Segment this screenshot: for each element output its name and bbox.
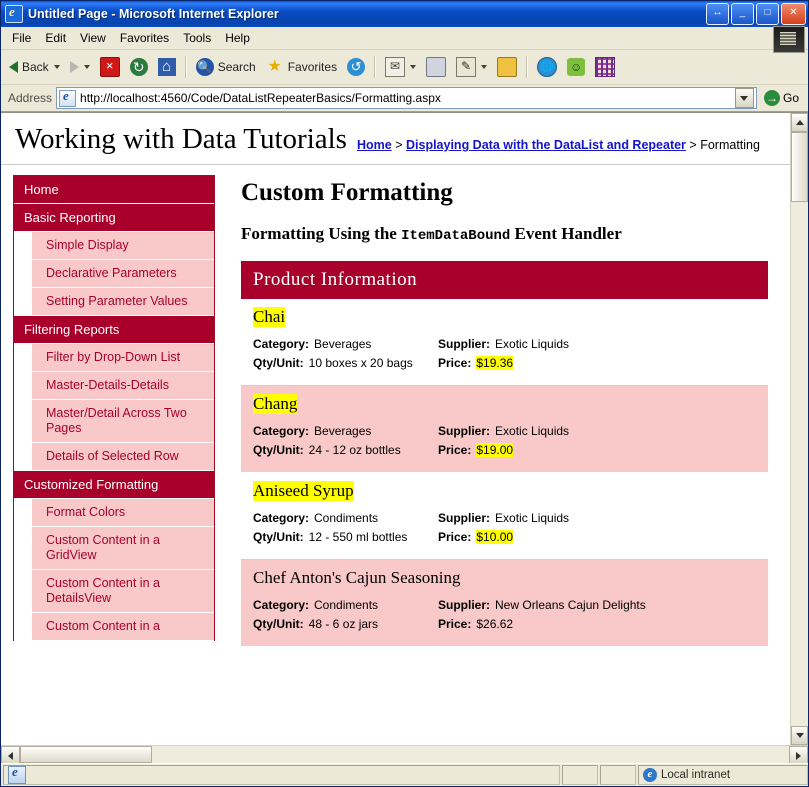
sidebar-item-custom-content-in-a-detailsview[interactable]: Custom Content in a DetailsView bbox=[32, 570, 214, 613]
address-input[interactable] bbox=[56, 87, 757, 109]
product-name: Aniseed Syrup bbox=[253, 481, 354, 500]
title-bar bbox=[1, 1, 808, 27]
page-icon bbox=[59, 90, 76, 107]
product-supplier bbox=[438, 598, 646, 612]
chevron-down-icon bbox=[54, 65, 60, 69]
hscroll-thumb[interactable] bbox=[20, 746, 152, 763]
supplier-label: Supplier: bbox=[438, 337, 491, 351]
supplier-value: Exotic Liquids bbox=[495, 337, 570, 351]
address-dropdown-button[interactable] bbox=[735, 88, 754, 108]
printer-icon bbox=[426, 57, 446, 77]
datalist-item bbox=[241, 386, 768, 473]
product-price bbox=[438, 530, 513, 544]
price-label: Price: bbox=[438, 356, 472, 370]
site-title: Working with Data Tutorials bbox=[15, 123, 347, 155]
breadcrumb-link-section[interactable]: Displaying Data with the DataList and Repeater bbox=[406, 138, 686, 152]
product-category bbox=[253, 598, 438, 612]
status-message bbox=[3, 765, 560, 785]
chevron-down-icon bbox=[410, 65, 416, 69]
horizontal-scrollbar[interactable] bbox=[1, 745, 808, 763]
sidebar-item-master-details-details[interactable]: Master-Details-Details bbox=[32, 372, 214, 400]
status-bar bbox=[1, 763, 808, 786]
breadcrumb bbox=[357, 123, 780, 154]
search-label: Search bbox=[217, 60, 256, 74]
stop-button[interactable] bbox=[96, 55, 124, 79]
toolbar-separator bbox=[185, 56, 187, 78]
sidebar-item-basic-reporting[interactable]: Basic Reporting bbox=[14, 204, 214, 232]
supplier-value: Exotic Liquids bbox=[495, 511, 570, 525]
qty-unit-label: Qty/Unit: bbox=[253, 443, 304, 457]
category-value: Beverages bbox=[314, 337, 372, 351]
category-label: Category: bbox=[253, 598, 310, 612]
section-heading-part2: Event Handler bbox=[510, 224, 622, 243]
supplier-value: Exotic Liquids bbox=[495, 424, 570, 438]
supplier-label: Supplier: bbox=[438, 511, 491, 525]
chevron-down-icon bbox=[84, 65, 90, 69]
status-slot-2 bbox=[600, 765, 636, 785]
menu-item-file[interactable]: File bbox=[12, 31, 32, 45]
category-label: Category: bbox=[253, 511, 310, 525]
main-content bbox=[215, 165, 790, 647]
minimize-button[interactable]: _ bbox=[731, 3, 754, 25]
product-qty-unit bbox=[253, 617, 438, 631]
menu-item-favorites[interactable]: Favorites bbox=[119, 31, 170, 45]
go-button[interactable] bbox=[761, 89, 805, 107]
product-supplier bbox=[438, 424, 569, 438]
product-name: Chai bbox=[253, 307, 286, 326]
go-label: Go bbox=[782, 91, 799, 105]
sidebar-item-simple-display[interactable]: Simple Display bbox=[32, 232, 214, 260]
globe-icon bbox=[537, 57, 557, 77]
back-label: Back bbox=[22, 60, 49, 74]
qty-unit-value: 12 - 550 ml bottles bbox=[308, 530, 408, 544]
print-button[interactable] bbox=[422, 55, 450, 79]
favorites-button[interactable] bbox=[262, 56, 341, 78]
research-button[interactable] bbox=[591, 55, 619, 79]
product-category bbox=[253, 337, 438, 351]
mail-icon bbox=[385, 57, 405, 77]
sidebar-item-customized-formatting[interactable]: Customized Formatting bbox=[14, 471, 214, 499]
refresh-button[interactable] bbox=[126, 56, 152, 78]
qty-unit-value: 10 boxes x 20 bags bbox=[308, 356, 413, 370]
edit-icon bbox=[456, 57, 476, 77]
category-value: Beverages bbox=[314, 424, 372, 438]
page-title: Custom Formatting bbox=[241, 179, 453, 206]
qty-unit-label: Qty/Unit: bbox=[253, 617, 304, 631]
datalist-item bbox=[241, 473, 768, 560]
favorites-label: Favorites bbox=[287, 60, 338, 74]
menu-item-help[interactable]: Help bbox=[225, 31, 250, 45]
zone-label: Local intranet bbox=[661, 769, 731, 781]
product-category bbox=[253, 511, 438, 525]
product-row-1 bbox=[253, 424, 756, 438]
product-row-1 bbox=[253, 337, 756, 351]
refresh-icon bbox=[130, 58, 148, 76]
product-qty-unit bbox=[253, 530, 438, 544]
breadcrumb-link-home[interactable]: Home bbox=[356, 138, 392, 152]
messenger-button[interactable] bbox=[563, 56, 589, 78]
arrow-right-icon bbox=[70, 61, 79, 73]
go-arrow-icon bbox=[764, 90, 780, 106]
product-price bbox=[438, 443, 513, 457]
product-supplier bbox=[438, 337, 569, 351]
caret-right-icon bbox=[796, 752, 801, 760]
address-url-text: http://localhost:4560/Code/DataListRepeaterBasics/Formatting.aspx bbox=[80, 91, 441, 105]
menu-item-view[interactable]: View bbox=[80, 31, 106, 45]
price-label: Price: bbox=[438, 530, 472, 544]
window-title: Untitled Page - Microsoft Internet Explorer bbox=[28, 7, 279, 21]
price-value: $10.00 bbox=[476, 530, 514, 544]
chevron-down-icon bbox=[740, 96, 748, 101]
sidebar-item-details-of-selected-row[interactable]: Details of Selected Row bbox=[32, 443, 214, 471]
page-columns bbox=[1, 165, 790, 647]
breadcrumb-separator: > bbox=[689, 138, 697, 152]
product-qty-unit bbox=[253, 356, 438, 370]
supplier-value: New Orleans Cajun Delights bbox=[495, 598, 646, 612]
scroll-down-button[interactable] bbox=[791, 726, 808, 745]
category-label: Category: bbox=[253, 337, 310, 351]
qty-unit-label: Qty/Unit: bbox=[253, 530, 304, 544]
hscroll-track[interactable] bbox=[152, 746, 789, 763]
status-slot-1 bbox=[562, 765, 598, 785]
product-name: Chef Anton's Cajun Seasoning bbox=[253, 568, 461, 587]
section-heading-part1: Formatting Using the bbox=[241, 224, 402, 243]
breadcrumb-separator: > bbox=[395, 138, 403, 152]
datalist-header: Product Information bbox=[241, 261, 768, 299]
product-row-2 bbox=[253, 530, 756, 544]
status-security-zone bbox=[638, 765, 808, 785]
breadcrumb-current: Formatting bbox=[700, 138, 760, 152]
sidebar-item-format-colors[interactable]: Format Colors bbox=[32, 499, 214, 527]
category-value: Condiments bbox=[314, 511, 379, 525]
folder-button[interactable] bbox=[493, 55, 521, 79]
grid-icon bbox=[595, 57, 615, 77]
forward-button[interactable] bbox=[66, 59, 94, 75]
mail-button[interactable] bbox=[381, 55, 420, 79]
maximize-button[interactable]: □ bbox=[756, 3, 779, 25]
product-datalist bbox=[241, 261, 768, 647]
restore-group-button[interactable]: ↔ bbox=[706, 3, 729, 25]
web-page-content bbox=[1, 113, 790, 745]
datalist-item bbox=[241, 560, 768, 647]
sidebar-item-custom-content-in-a[interactable]: Custom Content in a bbox=[32, 613, 214, 641]
product-supplier bbox=[438, 511, 569, 525]
sidebar-navigation bbox=[13, 175, 215, 641]
caret-down-icon bbox=[796, 733, 804, 738]
toolbar bbox=[1, 50, 808, 85]
search-icon bbox=[196, 58, 214, 76]
arrow-left-icon bbox=[9, 61, 18, 73]
menu-item-tools[interactable]: Tools bbox=[183, 31, 212, 45]
sidebar-item-filter-by-drop-down-list[interactable]: Filter by Drop-Down List bbox=[32, 344, 214, 372]
sidebar-item-filtering-reports[interactable]: Filtering Reports bbox=[14, 316, 214, 344]
qty-unit-value: 48 - 6 oz jars bbox=[308, 617, 379, 631]
sidebar-item-declarative-parameters[interactable]: Declarative Parameters bbox=[32, 260, 214, 288]
home-button[interactable] bbox=[154, 56, 180, 78]
caret-left-icon bbox=[8, 752, 13, 760]
intranet-zone-icon bbox=[643, 768, 657, 782]
edit-button[interactable] bbox=[452, 55, 491, 79]
site-header bbox=[1, 113, 790, 165]
price-label: Price: bbox=[438, 617, 472, 631]
product-row-2 bbox=[253, 443, 756, 457]
category-value: Condiments bbox=[314, 598, 379, 612]
page-area bbox=[1, 112, 808, 745]
sidebar-item-custom-content-in-a-gridview[interactable]: Custom Content in a GridView bbox=[32, 527, 214, 570]
supplier-label: Supplier: bbox=[438, 598, 491, 612]
search-button[interactable] bbox=[192, 56, 260, 78]
product-row-2 bbox=[253, 356, 756, 370]
product-row-2 bbox=[253, 617, 756, 631]
star-icon: ★ bbox=[267, 58, 282, 75]
product-price bbox=[438, 356, 513, 370]
stop-icon bbox=[100, 57, 120, 77]
vertical-scrollbar[interactable] bbox=[790, 113, 808, 745]
sidebar-item-home[interactable]: Home bbox=[14, 176, 214, 204]
product-price bbox=[438, 617, 513, 631]
product-row-1 bbox=[253, 598, 756, 612]
price-value: $19.36 bbox=[476, 356, 514, 370]
qty-unit-label: Qty/Unit: bbox=[253, 356, 304, 370]
product-qty-unit bbox=[253, 443, 438, 457]
sidebar-item-setting-parameter-values[interactable]: Setting Parameter Values bbox=[32, 288, 214, 316]
sidebar-item-master-detail-across-two-pages[interactable]: Master/Detail Across Two Pages bbox=[32, 400, 214, 443]
history-icon bbox=[347, 58, 365, 76]
product-name: Chang bbox=[253, 394, 298, 413]
supplier-label: Supplier: bbox=[438, 424, 491, 438]
section-heading bbox=[241, 223, 768, 247]
page-icon bbox=[8, 766, 26, 784]
product-category bbox=[253, 424, 438, 438]
close-button[interactable]: ✕ bbox=[781, 3, 806, 25]
home-icon bbox=[158, 58, 176, 76]
product-row-1 bbox=[253, 511, 756, 525]
history-button[interactable] bbox=[343, 56, 369, 78]
price-value: $19.00 bbox=[476, 443, 514, 457]
scroll-track[interactable] bbox=[791, 202, 808, 726]
datalist-item bbox=[241, 299, 768, 386]
scroll-up-button[interactable] bbox=[791, 113, 808, 132]
toolbar-separator bbox=[374, 56, 376, 78]
address-bar bbox=[1, 85, 808, 112]
ie-logo-icon bbox=[5, 5, 23, 23]
folder-icon bbox=[497, 57, 517, 77]
messenger-icon bbox=[567, 58, 585, 76]
section-heading-code: ItemDataBound bbox=[401, 228, 511, 244]
toolbar-separator bbox=[526, 56, 528, 78]
brand-logo-icon bbox=[773, 26, 805, 53]
menu-item-edit[interactable]: Edit bbox=[45, 31, 67, 45]
window-controls bbox=[706, 3, 806, 25]
category-label: Category: bbox=[253, 424, 310, 438]
price-value: $26.62 bbox=[476, 617, 514, 631]
caret-up-icon bbox=[796, 120, 804, 125]
qty-unit-value: 24 - 12 oz bottles bbox=[308, 443, 401, 457]
globe-button[interactable] bbox=[533, 55, 561, 79]
scroll-thumb[interactable] bbox=[791, 132, 808, 202]
chevron-down-icon bbox=[481, 65, 487, 69]
price-label: Price: bbox=[438, 443, 472, 457]
menu-bar bbox=[1, 27, 808, 50]
back-button[interactable] bbox=[5, 58, 64, 76]
address-label: Address bbox=[8, 91, 53, 105]
